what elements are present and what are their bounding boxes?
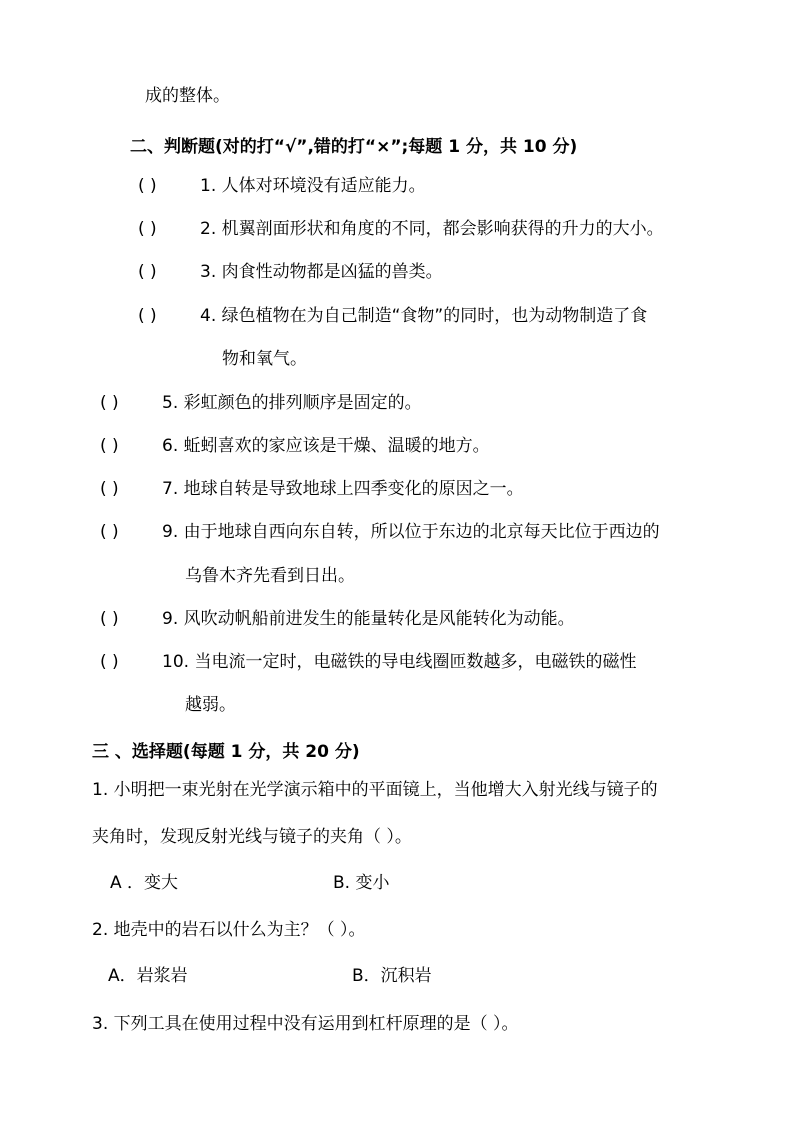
- choice-q1-line2: 夹角时，发现反射光线与镜子的夹角（ ）。: [92, 827, 412, 847]
- choice-q2-option-b[interactable]: B．沉积岩: [352, 966, 432, 986]
- choice-q1-line1: 1. 小明把一束光射在光学演示箱中的平面镜上，当他增大入射光线与镜子的: [92, 780, 658, 800]
- judge-item-text: 7. 地球自转是导致地球上四季变化的原因之一。: [162, 479, 524, 499]
- choice-q1-option-b[interactable]: B. 变小: [333, 873, 390, 893]
- judge-item-1: [138, 175, 426, 197]
- choice-q2-line1: 2. 地壳中的岩石以什么为主？（ ）。: [92, 920, 366, 940]
- section2-title: 二、判断题(对的打“√”,错的打“×”;每题 1 分，共 10 分): [130, 137, 578, 157]
- judge-item-text: 4. 绿色植物在为自己制造“食物”的同时，也为动物制造了食: [200, 306, 648, 326]
- judge-item-text: 3. 肉食性动物都是凶猛的兽类。: [200, 262, 443, 282]
- intro-continuation: 成的整体。: [145, 86, 230, 106]
- judge-item-3: [138, 261, 443, 283]
- judge-item-text: 6. 蚯蚓喜欢的家应该是干燥、温暖的地方。: [162, 436, 490, 456]
- judge-item-5: [100, 392, 422, 414]
- answer-paren[interactable]: ( ): [100, 436, 119, 456]
- judge-item-7: [100, 478, 524, 500]
- section3-title: 三 、选择题(每题 1 分，共 20 分): [92, 742, 360, 762]
- judge-item-text: 10. 当电流一定时，电磁铁的导电线圈匝数越多，电磁铁的磁性: [162, 652, 637, 672]
- answer-paren[interactable]: ( ): [138, 262, 157, 282]
- judge-item-text: 5. 彩虹颜色的排列顺序是固定的。: [162, 393, 422, 413]
- choice-q3-line1: 3. 下列工具在使用过程中没有运用到杠杆原理的是（ ）。: [92, 1014, 519, 1034]
- judge-item-8: [100, 521, 660, 543]
- judge-item-continuation: 越弱。: [185, 695, 236, 715]
- judge-item-continuation: 乌鲁木齐先看到日出。: [185, 566, 355, 586]
- answer-paren[interactable]: ( ): [100, 393, 119, 413]
- judge-item-2: [138, 218, 664, 240]
- judge-item-6: [100, 435, 490, 457]
- answer-paren[interactable]: ( ): [100, 652, 119, 672]
- choice-q1-option-a[interactable]: A ．变大: [110, 873, 179, 893]
- choice-q2-option-a[interactable]: A．岩浆岩: [108, 966, 188, 986]
- judge-item-continuation: 物和氧气。: [222, 349, 307, 369]
- judge-item-text: 2. 机翼剖面形状和角度的不同，都会影响获得的升力的大小。: [200, 219, 664, 239]
- answer-paren[interactable]: ( ): [138, 219, 157, 239]
- answer-paren[interactable]: ( ): [138, 306, 157, 326]
- judge-item-text: 1. 人体对环境没有适应能力。: [200, 176, 426, 196]
- judge-item-text: 9. 风吹动帆船前进发生的能量转化是风能转化为动能。: [162, 609, 575, 629]
- answer-paren[interactable]: ( ): [100, 479, 119, 499]
- answer-paren[interactable]: ( ): [100, 609, 119, 629]
- answer-paren[interactable]: ( ): [138, 176, 157, 196]
- judge-item-10: [100, 651, 636, 673]
- judge-item-text: 9. 由于地球自西向东自转，所以位于东边的北京每天比位于西边的: [162, 522, 660, 542]
- judge-item-4: [138, 305, 647, 327]
- answer-paren[interactable]: ( ): [100, 522, 119, 542]
- judge-item-9: [100, 608, 575, 630]
